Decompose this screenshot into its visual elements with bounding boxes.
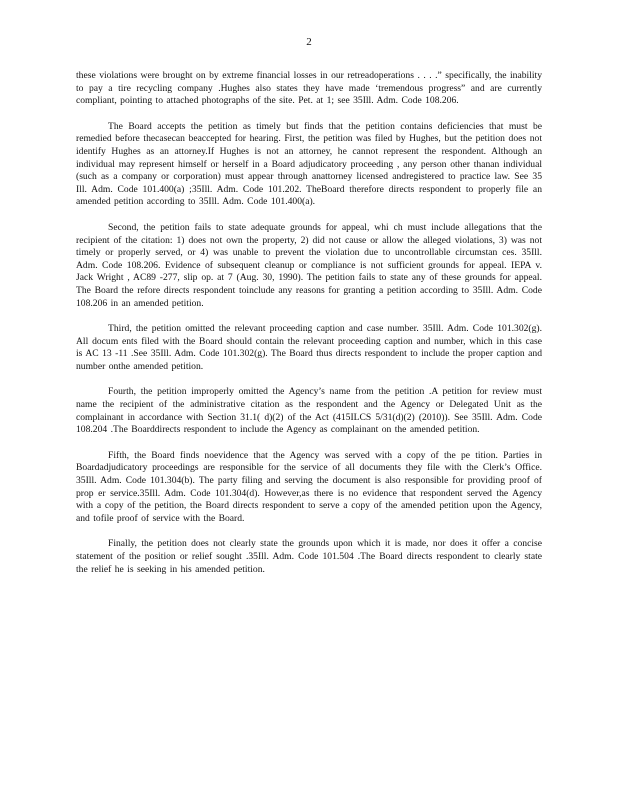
paragraph-6: Fifth, the Board finds noevidence that the Agency was served with a copy of the pe tition. Parties in Boardadjudicatory proceedings are responsible for the service of all documents they file with the Clerk’s Office. 35Ill. Adm. Code 101.304(b). The party filing and serving the document is also responsible for providing proof of prop er service.35Ill. Adm. Code 101.304(d). However,as there is no evidence that respondent served the Agency with a copy of the petition, the Board directs respondent to serve a copy of the amended petition upon the Agency, and tofile proof of service with the Board.: [76, 449, 542, 524]
paragraph-5: Fourth, the petition improperly omitted the Agency’s name from the petition .A petition for review must name the recipient of the administrative citation as the respondent and the Agency or Delegated Unit as the complainant in accordance with Section 31.1( d)(2) of the Act (415ILCS 5/31(d)(2) (2010)). See 35Ill. Adm. Code 108.204 .The Boarddirects respondent to include the Agency as complainant on the amended petition.: [76, 386, 542, 436]
paragraph-7: Finally, the petition does not clearly state the grounds upon which it is made, nor does it offer a concise statement of the position or relief sought .35Ill. Adm. Code 101.504 .The Board directs respondent to clearly state the relief he is seeking in his amended petition.: [76, 538, 542, 575]
paragraph-1: these violations were brought on by extreme financial losses in our retreadoperations . . . .” specifically, the inability to pay a tire recycling company .Hughes also states they have made ‘tremendous progress” and are currently compliant, pointing to attached photographs of the site. Pet. at 1; see 35Ill. Adm. Code 108.206.: [76, 70, 542, 107]
paragraph-3: Second, the petition fails to state adequate grounds for appeal, whi ch must include allegations that the recipient of the citation: 1) does not own the property, 2) did not cause or allow the alleged violations, 3) was not timely or properly served, or 4) was unable to prevent the violation due to uncontrollable circumstan ces. 35Ill. Adm. Code 108.206. Evidence of subsequent cleanup or compliance is not sufficient grounds for appeal. IEPA v. Jack Wright , AC89 -277, slip op. at 7 (Aug. 30, 1990). The petition fails to state any of these grounds for appeal. The Board the refore directs respondent toinclude any reasons for granting a petition according to 35Ill. Adm. Code 108.206 in an amended petition.: [76, 221, 542, 309]
page-number: 2: [306, 36, 312, 48]
document-body: [76, 70, 542, 589]
paragraph-2: The Board accepts the petition as timely but finds that the petition contains deficiencies that must be remedied before thecasecan beaccepted for hearing. First, the petition was filed by Hughes, but the petition does not identify Hughes as an attorney.If Hughes is not an attorney, he cannot represent the respondent. Although an individual may represent himself or herself in a Board adjudicatory proceeding , any person other thanan individual (such as a company or corporation) must appear through anattorney licensed andregistered to practice law. See 35 Ill. Adm. Code 101.400(a) ;35Ill. Adm. Code 101.202. TheBoard therefore directs respondent to properly file an amended petition according to 35Ill. Adm. Code 101.400(a).: [76, 120, 542, 208]
paragraph-4: Third, the petition omitted the relevant proceeding caption and case number. 35Ill. Adm. Code 101.302(g). All docum ents filed with the Board should contain the relevant proceeding caption and number, which in this case is AC 13 -11 .See 35Ill. Adm. Code 101.302(g). The Board thus directs respondent to include the proper caption and number onthe amended petition.: [76, 323, 542, 372]
